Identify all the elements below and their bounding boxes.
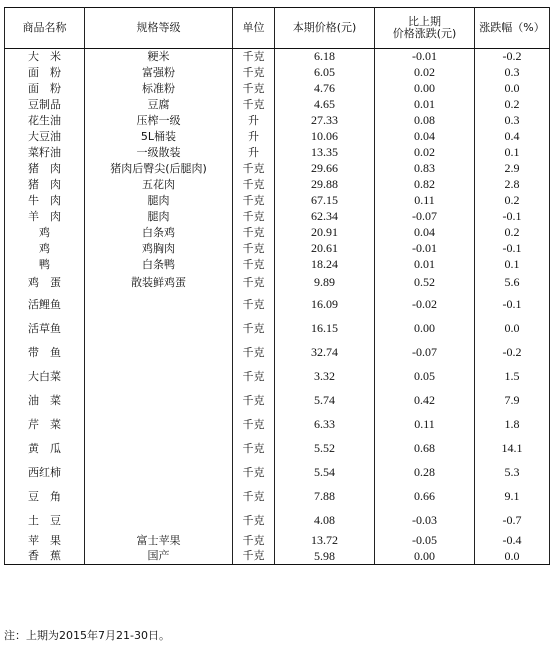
cell-price-change: -0.07 bbox=[375, 341, 475, 365]
table-row bbox=[5, 365, 550, 389]
cell-price-change: 0.04 bbox=[375, 129, 475, 145]
cell-change-percent: -0.1 bbox=[475, 241, 550, 257]
cell-change-percent: 0.3 bbox=[475, 113, 550, 129]
table-row bbox=[5, 129, 550, 145]
cell-price-change: -0.03 bbox=[375, 509, 475, 533]
cell-price-change: 0.04 bbox=[375, 225, 475, 241]
cell-commodity: 大 米 bbox=[5, 49, 85, 65]
header-commodity: 商品名称 bbox=[5, 8, 85, 49]
cell-current-price: 5.98 bbox=[275, 549, 375, 565]
cell-price-change: 0.52 bbox=[375, 273, 475, 293]
cell-commodity: 芹 菜 bbox=[5, 413, 85, 437]
cell-unit: 升 bbox=[233, 145, 275, 161]
cell-price-change: 0.00 bbox=[375, 317, 475, 341]
cell-current-price: 13.72 bbox=[275, 533, 375, 549]
cell-unit: 千克 bbox=[233, 437, 275, 461]
cell-specification bbox=[85, 341, 233, 365]
header-specification: 规格等级 bbox=[85, 8, 233, 49]
table-footnote: 注：上期为2015年7月21-30日。 bbox=[4, 629, 170, 642]
cell-commodity: 鸡 蛋 bbox=[5, 273, 85, 293]
cell-specification: 富强粉 bbox=[85, 65, 233, 81]
cell-specification bbox=[85, 365, 233, 389]
cell-change-percent: 1.5 bbox=[475, 365, 550, 389]
header-change-percent: 涨跌幅（%） bbox=[475, 8, 550, 49]
table-row bbox=[5, 549, 550, 565]
cell-change-percent: -0.2 bbox=[475, 341, 550, 365]
cell-unit: 千克 bbox=[233, 161, 275, 177]
cell-unit: 千克 bbox=[233, 341, 275, 365]
cell-commodity: 花生油 bbox=[5, 113, 85, 129]
cell-price-change: 0.01 bbox=[375, 257, 475, 273]
cell-specification bbox=[85, 413, 233, 437]
cell-specification: 5L桶装 bbox=[85, 129, 233, 145]
price-table bbox=[4, 7, 550, 565]
table-row bbox=[5, 509, 550, 533]
cell-change-percent: -0.2 bbox=[475, 49, 550, 65]
cell-price-change: -0.01 bbox=[375, 49, 475, 65]
cell-price-change: 0.11 bbox=[375, 413, 475, 437]
cell-unit: 千克 bbox=[233, 413, 275, 437]
cell-price-change: 0.02 bbox=[375, 145, 475, 161]
cell-change-percent: -0.1 bbox=[475, 209, 550, 225]
cell-specification: 散装鲜鸡蛋 bbox=[85, 273, 233, 293]
table-row bbox=[5, 389, 550, 413]
cell-current-price: 29.66 bbox=[275, 161, 375, 177]
cell-current-price: 32.74 bbox=[275, 341, 375, 365]
cell-change-percent: 9.1 bbox=[475, 485, 550, 509]
cell-commodity: 油 菜 bbox=[5, 389, 85, 413]
cell-specification bbox=[85, 389, 233, 413]
cell-unit: 千克 bbox=[233, 389, 275, 413]
table-row bbox=[5, 257, 550, 273]
cell-unit: 千克 bbox=[233, 81, 275, 97]
table-row bbox=[5, 273, 550, 293]
cell-current-price: 5.54 bbox=[275, 461, 375, 485]
cell-change-percent: 0.3 bbox=[475, 65, 550, 81]
cell-commodity: 苹 果 bbox=[5, 533, 85, 549]
cell-price-change: -0.07 bbox=[375, 209, 475, 225]
table-row bbox=[5, 461, 550, 485]
cell-current-price: 4.76 bbox=[275, 81, 375, 97]
cell-price-change: 0.00 bbox=[375, 549, 475, 565]
cell-change-percent: 5.3 bbox=[475, 461, 550, 485]
cell-commodity: 猪 肉 bbox=[5, 161, 85, 177]
cell-commodity: 大豆油 bbox=[5, 129, 85, 145]
cell-unit: 千克 bbox=[233, 97, 275, 113]
cell-specification bbox=[85, 461, 233, 485]
cell-change-percent: 0.1 bbox=[475, 257, 550, 273]
cell-specification: 白条鸭 bbox=[85, 257, 233, 273]
cell-specification bbox=[85, 317, 233, 341]
table-row bbox=[5, 65, 550, 81]
cell-current-price: 4.08 bbox=[275, 509, 375, 533]
cell-unit: 千克 bbox=[233, 533, 275, 549]
cell-specification: 压榨一级 bbox=[85, 113, 233, 129]
cell-unit: 千克 bbox=[233, 193, 275, 209]
cell-unit: 千克 bbox=[233, 365, 275, 389]
cell-commodity: 面 粉 bbox=[5, 81, 85, 97]
cell-change-percent: 1.8 bbox=[475, 413, 550, 437]
cell-commodity: 大白菜 bbox=[5, 365, 85, 389]
cell-unit: 千克 bbox=[233, 273, 275, 293]
cell-change-percent: 5.6 bbox=[475, 273, 550, 293]
cell-change-percent: 0.2 bbox=[475, 193, 550, 209]
cell-price-change: 0.01 bbox=[375, 97, 475, 113]
table-row bbox=[5, 81, 550, 97]
cell-price-change: 0.28 bbox=[375, 461, 475, 485]
table-row bbox=[5, 341, 550, 365]
cell-current-price: 5.74 bbox=[275, 389, 375, 413]
cell-change-percent: 0.0 bbox=[475, 81, 550, 97]
cell-specification bbox=[85, 509, 233, 533]
cell-specification: 国产 bbox=[85, 549, 233, 565]
table-row bbox=[5, 209, 550, 225]
cell-change-percent: 0.0 bbox=[475, 549, 550, 565]
cell-price-change: 0.66 bbox=[375, 485, 475, 509]
cell-specification: 腿肉 bbox=[85, 193, 233, 209]
cell-commodity: 活草鱼 bbox=[5, 317, 85, 341]
cell-change-percent: 0.1 bbox=[475, 145, 550, 161]
cell-commodity: 面 粉 bbox=[5, 65, 85, 81]
cell-unit: 千克 bbox=[233, 509, 275, 533]
cell-unit: 千克 bbox=[233, 293, 275, 317]
cell-current-price: 3.32 bbox=[275, 365, 375, 389]
cell-current-price: 16.15 bbox=[275, 317, 375, 341]
cell-commodity: 土 豆 bbox=[5, 509, 85, 533]
cell-specification: 富士苹果 bbox=[85, 533, 233, 549]
cell-specification: 标准粉 bbox=[85, 81, 233, 97]
table-row bbox=[5, 97, 550, 113]
cell-commodity: 豆制品 bbox=[5, 97, 85, 113]
cell-current-price: 10.06 bbox=[275, 129, 375, 145]
cell-unit: 升 bbox=[233, 113, 275, 129]
cell-specification bbox=[85, 485, 233, 509]
cell-price-change: 0.00 bbox=[375, 81, 475, 97]
cell-current-price: 9.89 bbox=[275, 273, 375, 293]
table-row bbox=[5, 225, 550, 241]
cell-price-change: -0.01 bbox=[375, 241, 475, 257]
cell-change-percent: 0.2 bbox=[475, 225, 550, 241]
table-row bbox=[5, 113, 550, 129]
cell-change-percent: -0.1 bbox=[475, 293, 550, 317]
table-header-row bbox=[5, 8, 550, 49]
cell-unit: 千克 bbox=[233, 225, 275, 241]
table-row bbox=[5, 177, 550, 193]
cell-unit: 千克 bbox=[233, 177, 275, 193]
cell-current-price: 13.35 bbox=[275, 145, 375, 161]
cell-specification bbox=[85, 293, 233, 317]
cell-current-price: 29.88 bbox=[275, 177, 375, 193]
cell-specification: 猪肉后臀尖(后腿肉) bbox=[85, 161, 233, 177]
table-row bbox=[5, 317, 550, 341]
cell-current-price: 20.91 bbox=[275, 225, 375, 241]
table-row bbox=[5, 161, 550, 177]
cell-price-change: -0.05 bbox=[375, 533, 475, 549]
cell-change-percent: 0.4 bbox=[475, 129, 550, 145]
cell-specification: 粳米 bbox=[85, 49, 233, 65]
cell-commodity: 鸡 bbox=[5, 225, 85, 241]
cell-current-price: 18.24 bbox=[275, 257, 375, 273]
table-row bbox=[5, 49, 550, 65]
cell-commodity: 黄 瓜 bbox=[5, 437, 85, 461]
cell-specification: 白条鸡 bbox=[85, 225, 233, 241]
cell-commodity: 鸡 bbox=[5, 241, 85, 257]
table-row bbox=[5, 241, 550, 257]
cell-unit: 千克 bbox=[233, 317, 275, 341]
cell-price-change: 0.08 bbox=[375, 113, 475, 129]
cell-commodity: 豆 角 bbox=[5, 485, 85, 509]
cell-current-price: 6.05 bbox=[275, 65, 375, 81]
cell-unit: 千克 bbox=[233, 49, 275, 65]
cell-change-percent: -0.7 bbox=[475, 509, 550, 533]
cell-price-change: -0.02 bbox=[375, 293, 475, 317]
header-price-change: 比上期 价格涨跌(元) bbox=[375, 8, 475, 49]
table-row bbox=[5, 413, 550, 437]
cell-current-price: 6.18 bbox=[275, 49, 375, 65]
cell-current-price: 5.52 bbox=[275, 437, 375, 461]
header-current-price: 本期价格(元) bbox=[275, 8, 375, 49]
cell-current-price: 67.15 bbox=[275, 193, 375, 209]
cell-commodity: 菜籽油 bbox=[5, 145, 85, 161]
cell-commodity: 带 鱼 bbox=[5, 341, 85, 365]
cell-price-change: 0.11 bbox=[375, 193, 475, 209]
cell-unit: 升 bbox=[233, 129, 275, 145]
cell-current-price: 20.61 bbox=[275, 241, 375, 257]
cell-current-price: 27.33 bbox=[275, 113, 375, 129]
cell-change-percent: 2.9 bbox=[475, 161, 550, 177]
cell-change-percent: 0.2 bbox=[475, 97, 550, 113]
cell-unit: 千克 bbox=[233, 241, 275, 257]
cell-change-percent: 2.8 bbox=[475, 177, 550, 193]
cell-price-change: 0.05 bbox=[375, 365, 475, 389]
cell-specification bbox=[85, 437, 233, 461]
table-row bbox=[5, 437, 550, 461]
cell-commodity: 牛 肉 bbox=[5, 193, 85, 209]
cell-price-change: 0.83 bbox=[375, 161, 475, 177]
cell-price-change: 0.82 bbox=[375, 177, 475, 193]
cell-commodity: 猪 肉 bbox=[5, 177, 85, 193]
cell-change-percent: 7.9 bbox=[475, 389, 550, 413]
cell-unit: 千克 bbox=[233, 65, 275, 81]
cell-unit: 千克 bbox=[233, 257, 275, 273]
cell-specification: 腿肉 bbox=[85, 209, 233, 225]
cell-commodity: 香 蕉 bbox=[5, 549, 85, 565]
cell-specification: 豆腐 bbox=[85, 97, 233, 113]
cell-current-price: 7.88 bbox=[275, 485, 375, 509]
cell-price-change: 0.02 bbox=[375, 65, 475, 81]
cell-commodity: 活鲤鱼 bbox=[5, 293, 85, 317]
cell-current-price: 16.09 bbox=[275, 293, 375, 317]
cell-specification: 鸡胸肉 bbox=[85, 241, 233, 257]
cell-specification: 五花肉 bbox=[85, 177, 233, 193]
cell-specification: 一级散装 bbox=[85, 145, 233, 161]
header-unit: 单位 bbox=[233, 8, 275, 49]
cell-commodity: 鸭 bbox=[5, 257, 85, 273]
table-row bbox=[5, 485, 550, 509]
cell-commodity: 羊 肉 bbox=[5, 209, 85, 225]
cell-unit: 千克 bbox=[233, 485, 275, 509]
cell-change-percent: -0.4 bbox=[475, 533, 550, 549]
cell-unit: 千克 bbox=[233, 461, 275, 485]
table-body bbox=[5, 49, 550, 565]
cell-change-percent: 0.0 bbox=[475, 317, 550, 341]
table-row bbox=[5, 533, 550, 549]
cell-price-change: 0.42 bbox=[375, 389, 475, 413]
cell-current-price: 62.34 bbox=[275, 209, 375, 225]
table-row bbox=[5, 193, 550, 209]
cell-current-price: 6.33 bbox=[275, 413, 375, 437]
cell-change-percent: 14.1 bbox=[475, 437, 550, 461]
table-row bbox=[5, 145, 550, 161]
cell-price-change: 0.68 bbox=[375, 437, 475, 461]
cell-commodity: 西红柿 bbox=[5, 461, 85, 485]
cell-unit: 千克 bbox=[233, 209, 275, 225]
cell-unit: 千克 bbox=[233, 549, 275, 565]
cell-current-price: 4.65 bbox=[275, 97, 375, 113]
table-row bbox=[5, 293, 550, 317]
